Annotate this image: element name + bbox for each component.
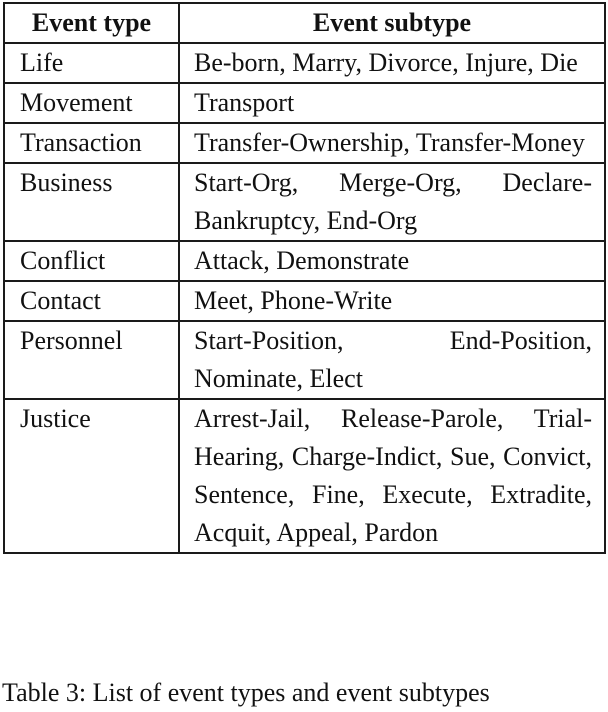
table-row: [4, 321, 605, 399]
event-subtype-cell: Meet, Phone-Write: [179, 281, 605, 321]
event-subtype-cell: Start-Org, Merge-Org, Declare-Bankruptcy, End-Org: [179, 163, 605, 241]
event-type-cell: Contact: [4, 281, 179, 321]
event-subtype-cell: Be-born, Marry, Divorce, Injure, Die: [179, 43, 605, 83]
table-row: [4, 241, 605, 281]
table-header-row: [4, 3, 605, 43]
event-type-cell: Life: [4, 43, 179, 83]
table-row: [4, 43, 605, 83]
event-type-cell: Business: [4, 163, 179, 241]
table-caption: Table 3: List of event types and event subtypes: [2, 678, 490, 707]
event-subtype-cell: Start-Position, End-Position, Nominate, Elect: [179, 321, 605, 399]
event-type-cell: Movement: [4, 83, 179, 123]
header-event-type: Event type: [4, 3, 179, 43]
event-type-table: [3, 2, 606, 554]
event-type-table-container: [3, 2, 604, 554]
event-type-cell: Conflict: [4, 241, 179, 281]
table-row: [4, 281, 605, 321]
table-row: [4, 123, 605, 163]
event-subtype-cell: Attack, Demonstrate: [179, 241, 605, 281]
header-event-subtype: Event subtype: [179, 3, 605, 43]
event-subtype-cell: Transport: [179, 83, 605, 123]
event-type-cell: Transaction: [4, 123, 179, 163]
event-subtype-cell: Transfer-Ownership, Transfer-Money: [179, 123, 605, 163]
table-row: [4, 163, 605, 241]
event-subtype-cell: Arrest-Jail, Release-Parole, Trial-Hearing, Charge-Indict, Sue, Convict, Sentence, Fine, Execute, Extradite, Acquit, Appeal, Pardon: [179, 399, 605, 553]
event-type-cell: Justice: [4, 399, 179, 553]
table-row: [4, 83, 605, 123]
table-row: [4, 399, 605, 553]
event-type-cell: Personnel: [4, 321, 179, 399]
